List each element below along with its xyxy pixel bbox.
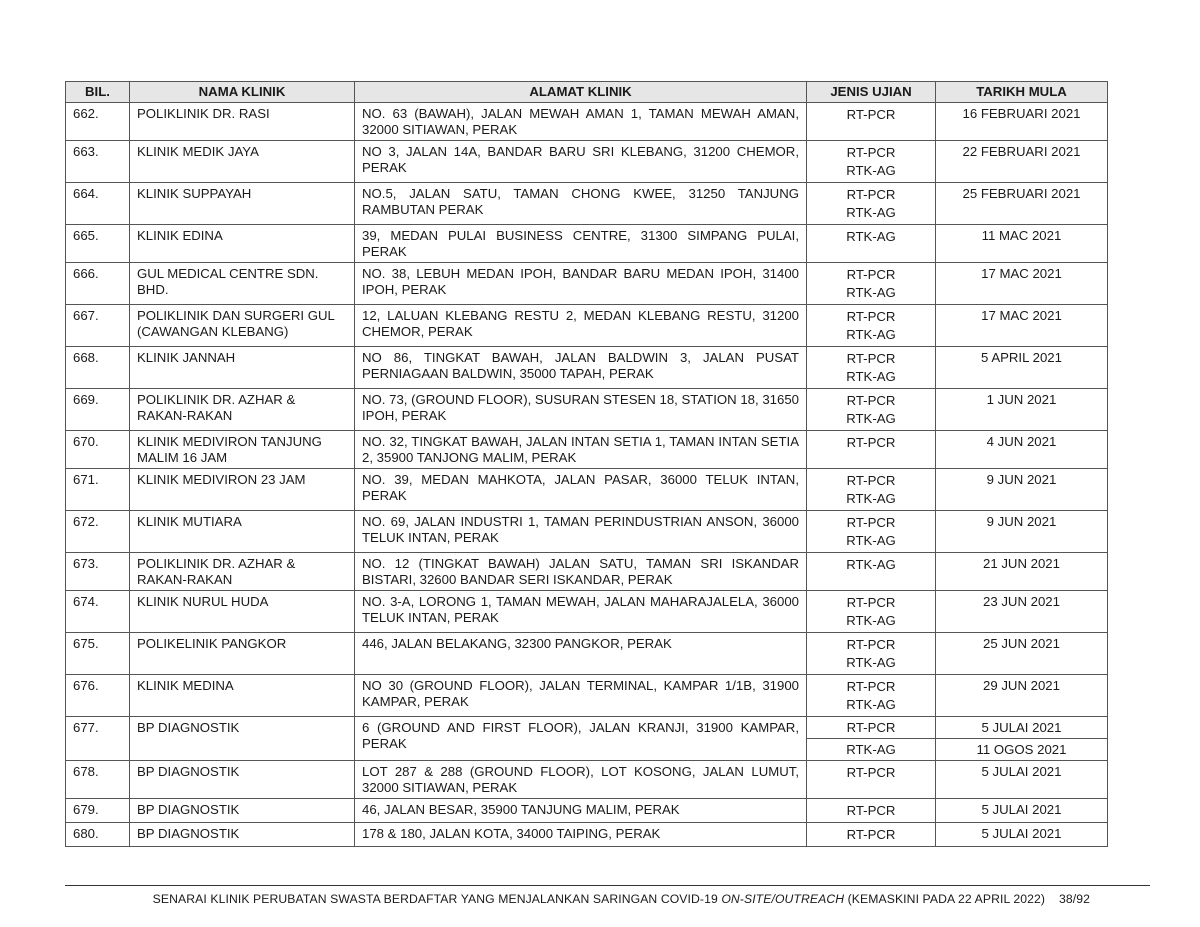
clinic-table [65,81,1108,847]
clinic-name: POLIKLINIK DR. RASI [130,103,355,141]
test-type: RT-PCR [846,515,896,530]
clinic-address: 46, JALAN BESAR, 35900 TANJUNG MALIM, PERAK [355,799,807,823]
row-number: 669. [66,389,130,431]
test-type: RTK-AG [846,491,896,506]
test-type: RT-PCR [846,679,896,694]
table-row [66,469,1108,511]
clinic-address: NO. 73, (GROUND FLOOR), SUSURAN STESEN 18, STATION 18, 31650 IPOH, PERAK [355,389,807,431]
table-row [66,633,1108,675]
test-types [807,511,936,553]
header-tarikh-mula: TARIKH MULA [936,82,1108,103]
clinic-name: BP DIAGNOSTIK [130,799,355,823]
test-types [807,141,936,183]
clinic-name: KLINIK EDINA [130,225,355,263]
start-date: 5 APRIL 2021 [936,347,1108,389]
clinic-name: POLIKLINIK DAN SURGERI GUL (CAWANGAN KLEBANG) [130,305,355,347]
test-type: RT-PCR [846,107,896,122]
start-date: 11 MAC 2021 [936,225,1108,263]
footer-title-italic: ON-SITE/OUTREACH [721,892,845,906]
test-types [807,263,936,305]
table-row [66,675,1108,717]
row-number: 680. [66,823,130,847]
start-date: 5 JULAI 2021 [936,799,1108,823]
page-number: 38/92 [1059,892,1090,906]
clinic-address: NO. 32, TINGKAT BAWAH, JALAN INTAN SETIA 1, TAMAN INTAN SETIA 2, 35900 TANJONG MALIM, PERAK [355,431,807,469]
clinic-name: BP DIAGNOSTIK [130,823,355,847]
clinic-address: LOT 287 & 288 (GROUND FLOOR), LOT KOSONG, JALAN LUMUT, 32000 SITIAWAN, PERAK [355,761,807,799]
test-types [807,103,936,141]
footer-divider [65,885,1150,886]
table-row [66,305,1108,347]
row-number: 674. [66,591,130,633]
clinic-name: KLINIK NURUL HUDA [130,591,355,633]
test-type: RTK-AG [846,697,896,712]
start-date: 21 JUN 2021 [936,553,1108,591]
clinic-address: NO. 63 (BAWAH), JALAN MEWAH AMAN 1, TAMAN MEWAH AMAN, 32000 SITIAWAN, PERAK [355,103,807,141]
row-number: 672. [66,511,130,553]
row-number: 673. [66,553,130,591]
row-number: 671. [66,469,130,511]
start-date: 29 JUN 2021 [936,675,1108,717]
table-row [66,141,1108,183]
test-types [807,347,936,389]
clinic-address: 178 & 180, JALAN KOTA, 34000 TAIPING, PERAK [355,823,807,847]
table-row [66,225,1108,263]
test-type: RT-PCR [846,803,896,818]
test-type: RTK-AG [846,163,896,178]
clinic-name: KLINIK SUPPAYAH [130,183,355,225]
test-types [807,431,936,469]
header-bil: BIL. [66,82,130,103]
test-type: RT-PCR [846,435,896,450]
table-row [66,389,1108,431]
test-types [807,823,936,847]
test-type: RTK-AG [846,613,896,628]
row-number: 676. [66,675,130,717]
start-date: 25 FEBRUARI 2021 [936,183,1108,225]
header-jenis-ujian: JENIS UJIAN [807,82,936,103]
test-type: RT-PCR [846,351,896,366]
test-type: RT-PCR [846,827,896,842]
test-types [807,225,936,263]
page-footer [65,892,1090,906]
start-date: 9 JUN 2021 [936,511,1108,553]
row-number: 679. [66,799,130,823]
test-types [807,633,936,675]
start-date: 4 JUN 2021 [936,431,1108,469]
test-type: RTK-AG [846,655,896,670]
header-nama-klinik: NAMA KLINIK [130,82,355,103]
clinic-name: BP DIAGNOSTIK [130,761,355,799]
clinic-address: NO.5, JALAN SATU, TAMAN CHONG KWEE, 31250 TANJUNG RAMBUTAN PERAK [355,183,807,225]
start-date: 1 JUN 2021 [936,389,1108,431]
table-row [66,823,1108,847]
test-type: RT-PCR [846,187,896,202]
clinic-name: BP DIAGNOSTIK [130,717,355,761]
clinic-address: 39, MEDAN PULAI BUSINESS CENTRE, 31300 SIMPANG PULAI, PERAK [355,225,807,263]
test-type: RT-PCR [807,717,936,739]
start-date: 9 JUN 2021 [936,469,1108,511]
row-number: 678. [66,761,130,799]
start-date: 5 JULAI 2021 [936,717,1108,739]
test-type: RT-PCR [846,637,896,652]
clinic-name: KLINIK MUTIARA [130,511,355,553]
test-type: RT-PCR [846,595,896,610]
clinic-address: 12, LALUAN KLEBANG RESTU 2, MEDAN KLEBANG RESTU, 31200 CHEMOR, PERAK [355,305,807,347]
footer-title: SENARAI KLINIK PERUBATAN SWASTA BERDAFTAR YANG MENJALANKAN SARINGAN COVID-19 [152,892,722,906]
clinic-name: KLINIK MEDIVIRON TANJUNG MALIM 16 JAM [130,431,355,469]
clinic-name: POLIKLINIK DR. AZHAR & RAKAN-RAKAN [130,553,355,591]
test-types [807,469,936,511]
test-type: RTK-AG [846,411,896,426]
test-type: RTK-AG [846,285,896,300]
test-types [807,591,936,633]
start-date: 16 FEBRUARI 2021 [936,103,1108,141]
table-row [66,183,1108,225]
start-date: 25 JUN 2021 [936,633,1108,675]
clinic-name: GUL MEDICAL CENTRE SDN. BHD. [130,263,355,305]
test-types [807,799,936,823]
header-alamat-klinik: ALAMAT KLINIK [355,82,807,103]
row-number: 662. [66,103,130,141]
table-row [66,511,1108,553]
row-number: 670. [66,431,130,469]
table-row [66,799,1108,823]
clinic-address: NO. 69, JALAN INDUSTRI 1, TAMAN PERINDUSTRIAN ANSON, 36000 TELUK INTAN, PERAK [355,511,807,553]
clinic-address: 446, JALAN BELAKANG, 32300 PANGKOR, PERAK [355,633,807,675]
test-type: RT-PCR [846,267,896,282]
test-types [807,305,936,347]
start-date: 22 FEBRUARI 2021 [936,141,1108,183]
start-date: 23 JUN 2021 [936,591,1108,633]
test-type: RTK-AG [846,557,896,572]
test-types [807,675,936,717]
clinic-address: NO 3, JALAN 14A, BANDAR BARU SRI KLEBANG, 31200 CHEMOR, PERAK [355,141,807,183]
row-number: 675. [66,633,130,675]
clinic-address: NO. 39, MEDAN MAHKOTA, JALAN PASAR, 36000 TELUK INTAN, PERAK [355,469,807,511]
clinic-address: NO. 3-A, LORONG 1, TAMAN MEWAH, JALAN MAHARAJALELA, 36000 TELUK INTAN, PERAK [355,591,807,633]
start-date: 17 MAC 2021 [936,305,1108,347]
test-type: RTK-AG [846,327,896,342]
table-row [66,103,1108,141]
test-type: RT-PCR [846,309,896,324]
test-types [807,389,936,431]
test-type: RTK-AG [846,229,896,244]
test-type: RT-PCR [846,473,896,488]
clinic-address: NO 30 (GROUND FLOOR), JALAN TERMINAL, KAMPAR 1/1B, 31900 KAMPAR, PERAK [355,675,807,717]
test-type: RT-PCR [846,145,896,160]
clinic-address: NO. 38, LEBUH MEDAN IPOH, BANDAR BARU MEDAN IPOH, 31400 IPOH, PERAK [355,263,807,305]
start-date: 17 MAC 2021 [936,263,1108,305]
footer-title-date: (KEMASKINI PADA 22 APRIL 2022) [844,892,1046,906]
clinic-name: KLINIK MEDINA [130,675,355,717]
table-header-row [66,82,1108,103]
test-type: RT-PCR [846,765,896,780]
test-type: RTK-AG [846,369,896,384]
clinic-name: POLIKLINIK DR. AZHAR & RAKAN-RAKAN [130,389,355,431]
row-number: 668. [66,347,130,389]
table-row [66,761,1108,799]
table-row [66,717,1108,739]
row-number: 663. [66,141,130,183]
test-types [807,761,936,799]
clinic-name: KLINIK MEDIK JAYA [130,141,355,183]
clinic-address: NO 86, TINGKAT BAWAH, JALAN BALDWIN 3, JALAN PUSAT PERNIAGAAN BALDWIN, 35000 TAPAH, PERAK [355,347,807,389]
test-type: RTK-AG [846,533,896,548]
test-types [807,183,936,225]
test-type: RT-PCR [846,393,896,408]
table-row [66,591,1108,633]
table-body [66,103,1108,847]
test-type: RTK-AG [846,205,896,220]
start-date: 5 JULAI 2021 [936,823,1108,847]
start-date: 11 OGOS 2021 [936,739,1108,761]
clinic-address: NO. 12 (TINGKAT BAWAH) JALAN SATU, TAMAN SRI ISKANDAR BISTARI, 32600 BANDAR SERI ISKANDAR, PERAK [355,553,807,591]
table-row [66,553,1108,591]
table-row [66,263,1108,305]
test-types [807,553,936,591]
clinic-address: 6 (GROUND AND FIRST FLOOR), JALAN KRANJI, 31900 KAMPAR, PERAK [355,717,807,761]
clinic-name: KLINIK JANNAH [130,347,355,389]
row-number: 665. [66,225,130,263]
table-row [66,347,1108,389]
clinic-name: KLINIK MEDIVIRON 23 JAM [130,469,355,511]
row-number: 667. [66,305,130,347]
clinic-name: POLIKELINIK PANGKOR [130,633,355,675]
row-number: 664. [66,183,130,225]
row-number: 677. [66,717,130,761]
row-number: 666. [66,263,130,305]
table-row [66,431,1108,469]
start-date: 5 JULAI 2021 [936,761,1108,799]
test-type: RTK-AG [807,739,936,761]
